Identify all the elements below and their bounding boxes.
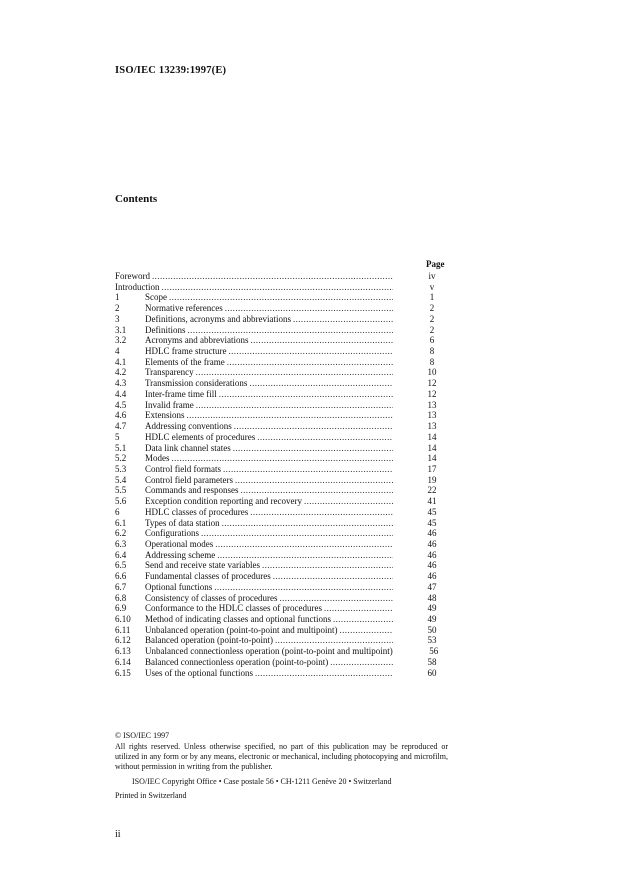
toc-entry-title: Definitions, acronyms and abbreviations (145, 313, 291, 324)
toc-entry-title: Scope (145, 292, 167, 303)
toc-dot-leader (257, 432, 393, 443)
toc-entry[interactable] (115, 346, 443, 357)
toc-entry-number: 6 (115, 506, 120, 517)
toc-entry-page: 58 (427, 656, 437, 667)
copyright-rights-text: All rights reserved. Unless otherwise specified, no part of this publication may be reproduced or utilized in any form or by any means, electronic or mechanical, including photocopying and microfilm, without permission in writing from the publisher. (115, 742, 448, 771)
toc-entry-title: Uses of the optional functions (145, 667, 253, 678)
toc-entry-page: 22 (427, 485, 437, 496)
toc-entry[interactable] (115, 271, 443, 282)
toc-entry-page: 10 (427, 367, 437, 378)
toc-entry-title: HDLC elements of procedures (145, 431, 256, 442)
toc-entry-page: 60 (427, 667, 437, 678)
toc-entry[interactable] (115, 378, 443, 389)
toc-dot-leader (262, 560, 393, 571)
toc-entry-number: 4.3 (115, 378, 127, 389)
toc-entry[interactable] (115, 560, 443, 571)
toc-dot-leader (162, 282, 394, 293)
toc-entry[interactable] (115, 367, 443, 378)
toc-entry-page: 1 (429, 292, 435, 303)
toc-entry-number: 6.7 (115, 581, 127, 592)
toc-entry-number: 4.2 (115, 367, 127, 378)
toc-dot-leader (304, 496, 393, 507)
toc-entry-number: 6.8 (115, 592, 127, 603)
toc-entry-title: Extensions (145, 410, 185, 421)
toc-entry[interactable] (115, 507, 443, 518)
toc-entry-number: 6.1 (115, 517, 127, 528)
toc-entry-title: Send and receive state variables (145, 560, 260, 571)
toc-dot-leader (214, 582, 393, 593)
toc-entry[interactable] (115, 303, 443, 314)
toc-entry-number: 3.2 (115, 335, 127, 346)
toc-dot-leader (330, 657, 393, 668)
toc-dot-leader (249, 378, 393, 389)
toc-entry-title: Modes (145, 453, 170, 464)
toc-entry-title: Addressing conventions (145, 421, 232, 432)
toc-entry[interactable] (115, 453, 443, 464)
toc-entry-number: 6.11 (115, 624, 131, 635)
toc-entry-number: 4.1 (115, 356, 127, 367)
printed-in-text: Printed in Switzerland (115, 791, 187, 800)
toc-dot-leader (333, 614, 393, 625)
toc-dot-leader (250, 507, 393, 518)
toc-entry-number: 6.10 (115, 614, 131, 624)
toc-entry-number: 3.1 (115, 324, 127, 335)
toc-entry-number: 6.4 (115, 549, 127, 560)
contents-heading: Contents (115, 193, 158, 205)
toc-entry-title: Data link channel states (145, 442, 231, 453)
toc-dot-leader (172, 453, 394, 464)
toc-entry-page: 46 (427, 538, 437, 549)
toc-dot-leader (223, 464, 393, 475)
toc-dot-leader (228, 346, 393, 357)
toc-entry-title: Normative references (145, 303, 223, 314)
toc-dot-leader (225, 303, 393, 314)
toc-entry-page: 13 (427, 421, 437, 432)
toc-entry-page: 12 (427, 378, 437, 389)
toc-entry-page: 46 (427, 528, 437, 539)
toc-entry[interactable] (115, 325, 443, 336)
toc-entry-title: Elements of the frame (145, 356, 225, 367)
toc-entry-title: Types of data station (145, 517, 220, 528)
page-column-label: Page (426, 259, 445, 269)
toc-entry-page: 14 (427, 453, 437, 464)
toc-entry-title: Fundamental classes of procedures (145, 571, 271, 582)
toc-entry[interactable] (115, 292, 443, 303)
toc-entry-title: Definitions (145, 324, 186, 335)
toc-entry-page: 47 (427, 581, 437, 592)
toc-entry-title: Invalid frame (145, 399, 194, 410)
toc-dot-leader (187, 410, 394, 421)
toc-entry[interactable] (115, 443, 443, 454)
toc-dot-leader (196, 400, 393, 411)
toc-entry-page: 56 (429, 646, 439, 657)
toc-entry-page: iv (428, 271, 436, 281)
toc-entry[interactable] (115, 550, 443, 561)
toc-entry-page: 2 (429, 303, 435, 314)
toc-entry[interactable] (115, 518, 443, 529)
toc-entry-title: Exception condition reporting and recovery (145, 496, 302, 507)
toc-entry[interactable] (115, 421, 443, 432)
toc-entry-title: HDLC classes of procedures (145, 506, 249, 517)
toc-entry-title: Consistency of classes of procedures (145, 592, 278, 603)
toc-entry-number: 2 (115, 303, 120, 314)
toc-entry[interactable] (115, 475, 443, 486)
toc-entry-title: Introduction (115, 281, 160, 292)
toc-entry-page: 49 (427, 614, 437, 624)
toc-entry-number: 6.12 (115, 635, 131, 646)
toc-dot-leader (293, 314, 393, 325)
document-header-standard-id: ISO/IEC 13239:1997(E) (115, 65, 227, 76)
toc-entry-page: 12 (427, 388, 437, 399)
toc-entry[interactable] (115, 464, 443, 475)
toc-entry[interactable] (115, 571, 443, 582)
toc-dot-leader (215, 539, 393, 550)
toc-entry-title: Balanced operation (point-to-point) (145, 635, 273, 646)
toc-dot-leader (275, 635, 393, 646)
toc-dot-leader (188, 325, 394, 336)
toc-dot-leader (219, 389, 393, 400)
toc-entry-number: 6.9 (115, 603, 127, 614)
toc-entry-number: 6.3 (115, 538, 127, 549)
toc-entry-title: Method of indicating classes and optional functions (145, 614, 331, 624)
toc-entry-page: 53 (427, 635, 437, 646)
toc-entry[interactable] (115, 282, 443, 293)
toc-entry-number: 6.2 (115, 528, 127, 539)
toc-entry-page: 2 (429, 324, 435, 335)
toc-entry-title: Balanced connectionless operation (point-to-point) (145, 656, 329, 667)
toc-entry[interactable] (115, 614, 443, 625)
toc-dot-leader (222, 518, 393, 529)
toc-entry[interactable] (115, 335, 443, 346)
toc-dot-leader (255, 668, 393, 679)
toc-entry[interactable] (115, 603, 443, 614)
toc-entry-number: 6.5 (115, 560, 127, 571)
toc-dot-leader (273, 571, 393, 582)
toc-dot-leader (169, 292, 393, 303)
toc-entry-page: 14 (427, 442, 437, 453)
toc-entry[interactable] (115, 668, 443, 679)
toc-entry-title: Control field parameters (145, 474, 233, 485)
toc-dot-leader (233, 443, 393, 454)
toc-entry-number: 4 (115, 346, 120, 357)
toc-entry-number: 5.5 (115, 485, 127, 496)
toc-entry-title: Optional functions (145, 581, 213, 592)
toc-entry-number: 6.15 (115, 667, 131, 678)
toc-entry-title: HDLC frame structure (145, 346, 227, 357)
toc-entry[interactable] (115, 625, 443, 636)
toc-entry-page: 48 (427, 592, 437, 603)
toc-entry[interactable] (115, 646, 443, 657)
toc-entry-number: 4.6 (115, 410, 127, 421)
toc-entry-page: 46 (427, 549, 437, 560)
toc-entry[interactable] (115, 389, 443, 400)
toc-entry-title: Foreword (115, 271, 150, 281)
toc-entry-page: 49 (427, 603, 437, 614)
toc-entry[interactable] (115, 657, 443, 668)
toc-entry-number: 6.6 (115, 571, 127, 582)
toc-entry[interactable] (115, 410, 443, 421)
toc-dot-leader (217, 550, 393, 561)
toc-entry-page: 8 (429, 346, 435, 357)
toc-entry-title: Acronyms and abbreviations (145, 335, 249, 346)
toc-entry-title: Transparency (145, 367, 194, 378)
toc-entry-number: 6.13 (115, 646, 131, 657)
toc-dot-leader (234, 421, 393, 432)
toc-entry-title: Unbalanced operation (point-to-point and multipoint) (145, 624, 338, 635)
toc-dot-leader (196, 367, 393, 378)
table-of-contents (115, 271, 443, 678)
toc-entry-title: Operational modes (145, 538, 214, 549)
toc-dot-leader (339, 625, 393, 636)
toc-entry[interactable] (115, 485, 443, 496)
toc-entry-page: 45 (427, 506, 437, 517)
toc-entry-title: Inter-frame time fill (145, 388, 217, 399)
toc-entry-number: 4.4 (115, 388, 127, 399)
toc-entry[interactable] (115, 582, 443, 593)
toc-entry[interactable] (115, 432, 443, 443)
toc-entry-page: v (429, 281, 435, 292)
toc-entry-page: 45 (427, 517, 437, 528)
copyright-line: © ISO/IEC 1997 (115, 731, 170, 740)
toc-entry-page: 14 (427, 431, 437, 442)
toc-entry[interactable] (115, 635, 443, 646)
toc-entry[interactable] (115, 400, 443, 411)
toc-entry-title: Conformance to the HDLC classes of procedures (145, 603, 322, 614)
toc-entry-page: 13 (427, 410, 437, 421)
toc-entry[interactable] (115, 539, 443, 550)
toc-entry-number: 4.5 (115, 399, 127, 410)
toc-entry-number: 4.7 (115, 421, 127, 432)
toc-entry-page: 46 (427, 560, 437, 571)
toc-entry-title: Commands and responses (145, 485, 239, 496)
toc-entry-number: 5.6 (115, 496, 127, 507)
toc-entry[interactable] (115, 496, 443, 507)
toc-entry-title: Addressing scheme (145, 549, 216, 560)
toc-entry-page: 17 (427, 463, 437, 474)
toc-entry-number: 5.4 (115, 474, 127, 485)
toc-entry-number: 5.2 (115, 453, 127, 464)
toc-entry-number: 5 (115, 431, 120, 442)
toc-dot-leader (235, 475, 393, 486)
toc-entry-title: Configurations (145, 528, 199, 539)
toc-entry-page: 19 (427, 474, 437, 485)
toc-dot-leader (250, 335, 393, 346)
toc-entry-number: 6.14 (115, 656, 131, 667)
toc-entry-title: Unbalanced connectionless operation (point-to-point and multipoint) (145, 646, 393, 657)
toc-entry-number: 5.3 (115, 463, 127, 474)
toc-entry-number: 1 (115, 292, 120, 303)
toc-entry[interactable] (115, 314, 443, 325)
toc-entry-page: 8 (429, 356, 435, 367)
toc-dot-leader (227, 357, 393, 368)
toc-entry-page: 41 (427, 496, 437, 507)
toc-entry-page: 46 (427, 571, 437, 582)
toc-dot-leader (324, 603, 393, 614)
toc-dot-leader (279, 593, 393, 604)
toc-dot-leader (201, 528, 393, 539)
toc-entry-title: Control field formats (145, 463, 221, 474)
toc-dot-leader (152, 271, 393, 282)
toc-entry-page: 13 (427, 399, 437, 410)
toc-entry-title: Transmission considerations (145, 378, 248, 389)
toc-entry[interactable] (115, 357, 443, 368)
toc-dot-leader (241, 485, 394, 496)
toc-entry-page: 2 (429, 313, 435, 324)
page-number: ii (115, 829, 121, 840)
toc-entry-number: 5.1 (115, 442, 127, 453)
toc-entry-page: 6 (429, 335, 435, 346)
copyright-block (115, 731, 448, 801)
toc-entry-page: 50 (427, 624, 437, 635)
toc-entry[interactable] (115, 528, 443, 539)
toc-entry-number: 3 (115, 313, 120, 324)
toc-entry[interactable] (115, 593, 443, 604)
copyright-office-address: ISO/IEC Copyright Office • Case postale 56 • CH-1211 Genève 20 • Switzerland (132, 777, 392, 786)
